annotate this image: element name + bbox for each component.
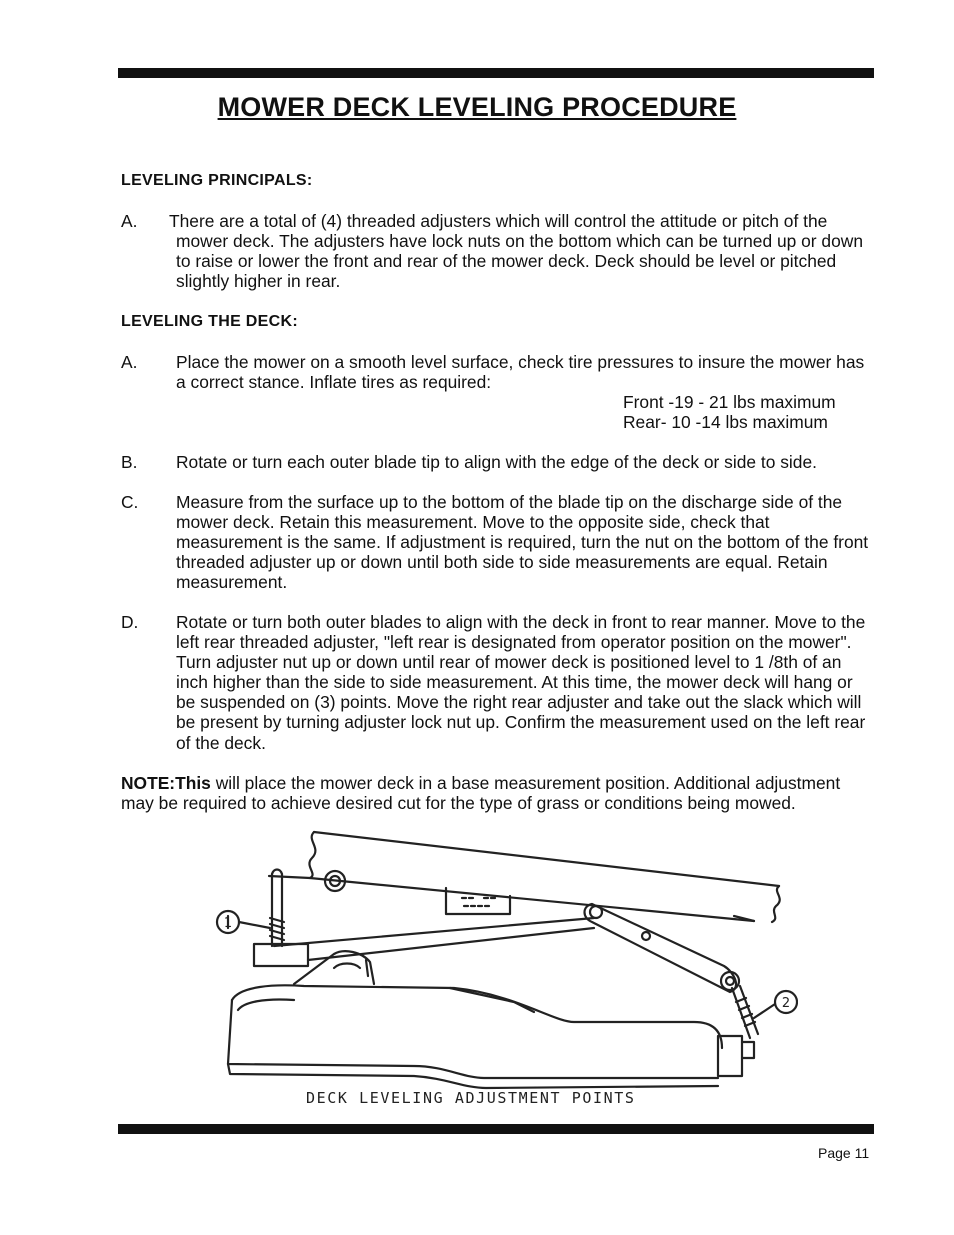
item-text: Rotate or turn both outer blades to align with the deck in front to rear manner. Move to the left rear threaded adjuster, "left rear is designated from operator position on the mower". Turn adjuster nut up or down until rear of mower deck is positioned level to 1 /8th of an inch higher than the side to side measurement. At this time, the mower deck will hang or be suspended on (3) points. Move the right rear adjuster and take out the slack which will be present by turning adjuster lock nut up. Confirm the measurement used on the left rear of the deck. [176, 612, 866, 753]
item-text: There are a total of (4) threaded adjusters which will control the attitude or pitch of the mower deck. The adjusters have lock nuts on the bottom which can be turned up or down to raise or lower the front and rear of the mower deck. Deck should be level or pitched slightly higher in rear. [169, 211, 863, 292]
deck-leveling-diagram [214, 826, 798, 1118]
item-letter: A. [121, 211, 138, 231]
top-rule [118, 68, 874, 78]
item-letter: B. [121, 452, 138, 472]
item-letter: C. [121, 492, 139, 512]
item-text: Place the mower on a smooth level surface, check tire pressures to insure the mower has a correct stance. Inflate tires as required: [176, 352, 865, 393]
item-text: Measure from the surface up to the bottom of the blade tip on the discharge side of the mower deck. Retain this measurement. Move to the opposite side, check that measurement is the same. If adjustment is required, turn the nut on the bottom of the front threaded adjuster up or down until both side to side measurements are equal. Retain measurement. [176, 492, 869, 593]
callout-2: 2 [781, 996, 791, 1011]
callout-1: 1 [223, 916, 233, 931]
rear-pressure: Rear- 10 -14 lbs maximum [623, 412, 828, 432]
item-text: Rotate or turn each outer blade tip to align with the edge of the deck or side to side. [176, 452, 817, 472]
item-letter: A. [121, 352, 138, 372]
section-heading-principals: LEVELING PRINCIPALS: [121, 172, 313, 189]
note-lead: NOTE:This [121, 773, 211, 793]
note-paragraph [121, 773, 877, 813]
bottom-rule [118, 1124, 874, 1134]
section-heading-leveling: LEVELING THE DECK: [121, 313, 298, 330]
figure-caption: DECK LEVELING ADJUSTMENT POINTS [306, 1089, 636, 1107]
page-number: Page 11 [818, 1145, 870, 1161]
note-text: will place the mower deck in a base measurement position. Additional adjustment may be required to achieve desired cut for the type of grass or conditions being mowed. [121, 773, 841, 814]
front-pressure: Front -19 - 21 lbs maximum [623, 392, 836, 412]
page-title: MOWER DECK LEVELING PROCEDURE [217, 92, 737, 122]
item-letter: D. [121, 612, 139, 632]
